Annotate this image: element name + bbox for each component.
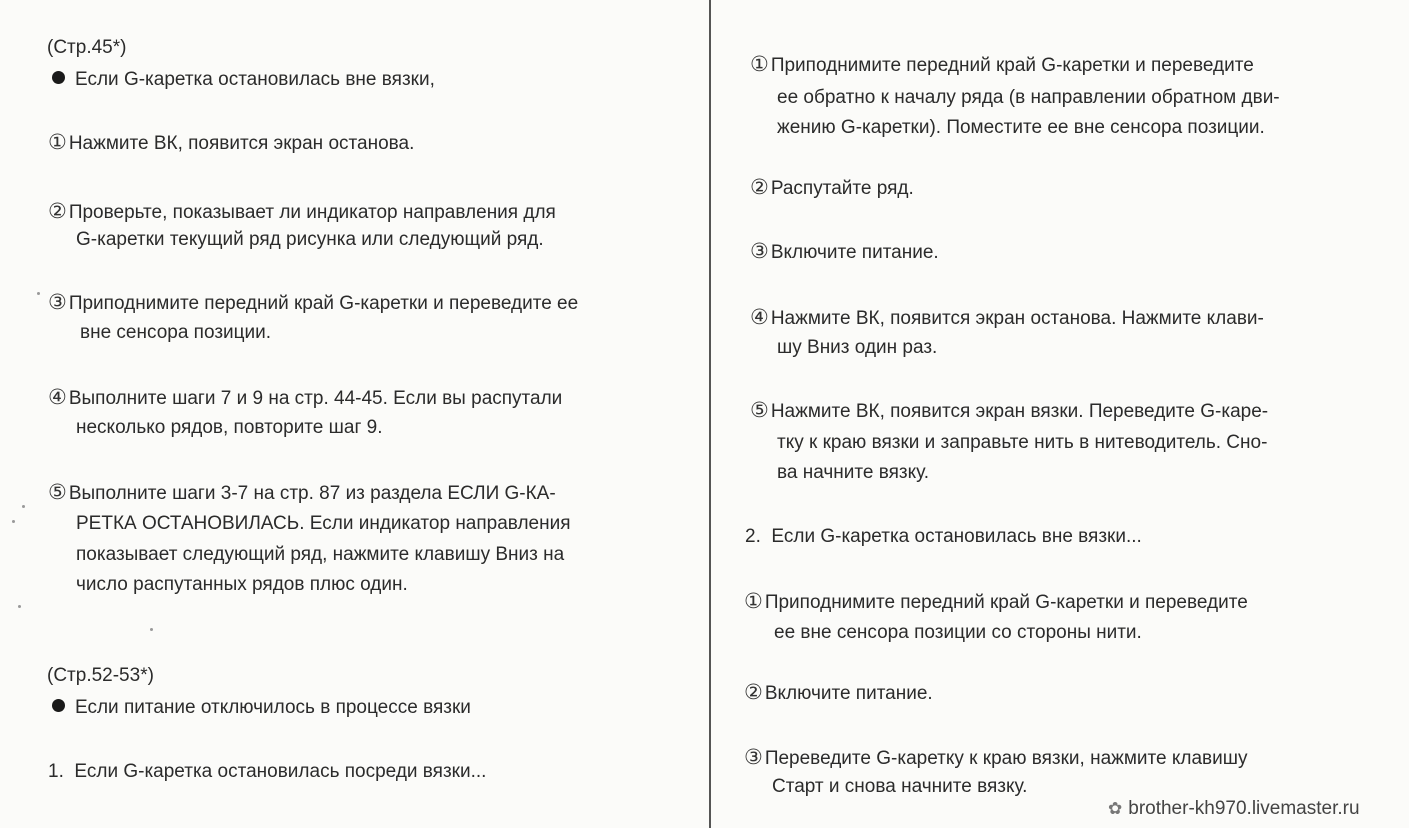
bullet-icon: [52, 699, 65, 712]
step-3: ③ Переведите G-каретку к краю вязки, нажмите клавишу: [744, 746, 1248, 769]
step-1-cont: ее обратно к началу ряда (в направлении обратном дви-: [777, 87, 1280, 108]
numbered-item: 1. Если G-каретка остановилась посреди вязки...: [48, 761, 487, 782]
step-5: ⑤ Нажмите ВК, появится экран вязки. Переведите G-каре-: [750, 399, 1269, 422]
section-heading: Если питание отключилось в процессе вязки: [52, 695, 471, 721]
step-number: ①: [744, 590, 763, 613]
step-number: ②: [744, 681, 763, 704]
step-1-cont: ее вне сенсора позиции со стороны нити.: [774, 622, 1142, 643]
step-number: ④: [48, 386, 67, 409]
section-heading: Если G-каретка остановилась вне вязки,: [52, 67, 435, 93]
step-2-cont: G-каретки текущий ряд рисунка или следующий ряд.: [76, 229, 544, 250]
step-2: ② Распутайте ряд.: [750, 176, 914, 199]
step-number: ③: [744, 746, 763, 769]
step-number: ①: [750, 53, 769, 76]
step-1: ① Приподнимите передний край G-каретки и переведите: [744, 590, 1248, 613]
numbered-item: 2. Если G-каретка остановилась вне вязки...: [745, 526, 1142, 547]
step-4: ④ Выполните шаги 7 и 9 на стр. 44-45. Если вы распутали: [48, 386, 563, 409]
step-5-cont: показывает следующий ряд, нажмите клавишу Вниз на: [76, 544, 565, 565]
step-number: ①: [48, 131, 67, 154]
step-1: ① Приподнимите передний край G-каретки и переведите: [750, 53, 1254, 76]
step-5-cont: ва начните вязку.: [777, 462, 929, 483]
step-2: ② Проверьте, показывает ли индикатор направления для: [48, 200, 556, 223]
step-3-cont: вне сенсора позиции.: [80, 322, 272, 343]
step-number: ⑤: [750, 399, 769, 422]
step-4-cont: несколько рядов, повторите шаг 9.: [76, 417, 383, 438]
step-number: ③: [48, 291, 67, 314]
step-1: ① Нажмите ВК, появится экран останова.: [48, 131, 415, 154]
page-reference: (Стр.45*): [47, 37, 127, 58]
step-4-cont: шу Вниз один раз.: [777, 337, 938, 358]
step-2: ② Включите питание.: [744, 681, 933, 704]
step-5: ⑤ Выполните шаги 3-7 на стр. 87 из раздела ЕСЛИ G-КА-: [48, 481, 556, 504]
bullet-icon: [52, 71, 65, 84]
step-number: ②: [750, 176, 769, 199]
step-5-cont: РЕТКА ОСТАНОВИЛАСЬ. Если индикатор направления: [76, 513, 571, 534]
step-3-cont: Старт и снова начните вязку.: [772, 776, 1028, 797]
step-3: ③ Включите питание.: [750, 240, 939, 263]
step-number: ②: [48, 200, 67, 223]
step-number: ④: [750, 306, 769, 329]
step-5-cont: число распутанных рядов плюс один.: [76, 574, 408, 595]
watermark: ✿ brother-kh970.livemaster.ru: [1108, 798, 1360, 819]
step-1-cont: жению G-каретки). Поместите ее вне сенсора позиции.: [777, 117, 1265, 138]
step-5-cont: тку к краю вязки и заправьте нить в нитеводитель. Сно-: [777, 432, 1268, 453]
step-number: ③: [750, 240, 769, 263]
right-column: [712, 0, 1409, 828]
step-4: ④ Нажмите ВК, появится экран останова. Нажмите клави-: [750, 306, 1264, 329]
step-number: ⑤: [48, 481, 67, 504]
column-divider: [709, 0, 711, 828]
flower-icon: ✿: [1108, 799, 1123, 818]
page-reference: (Стр.52-53*): [47, 665, 154, 686]
step-3: ③ Приподнимите передний край G-каретки и переведите ее: [48, 291, 579, 314]
